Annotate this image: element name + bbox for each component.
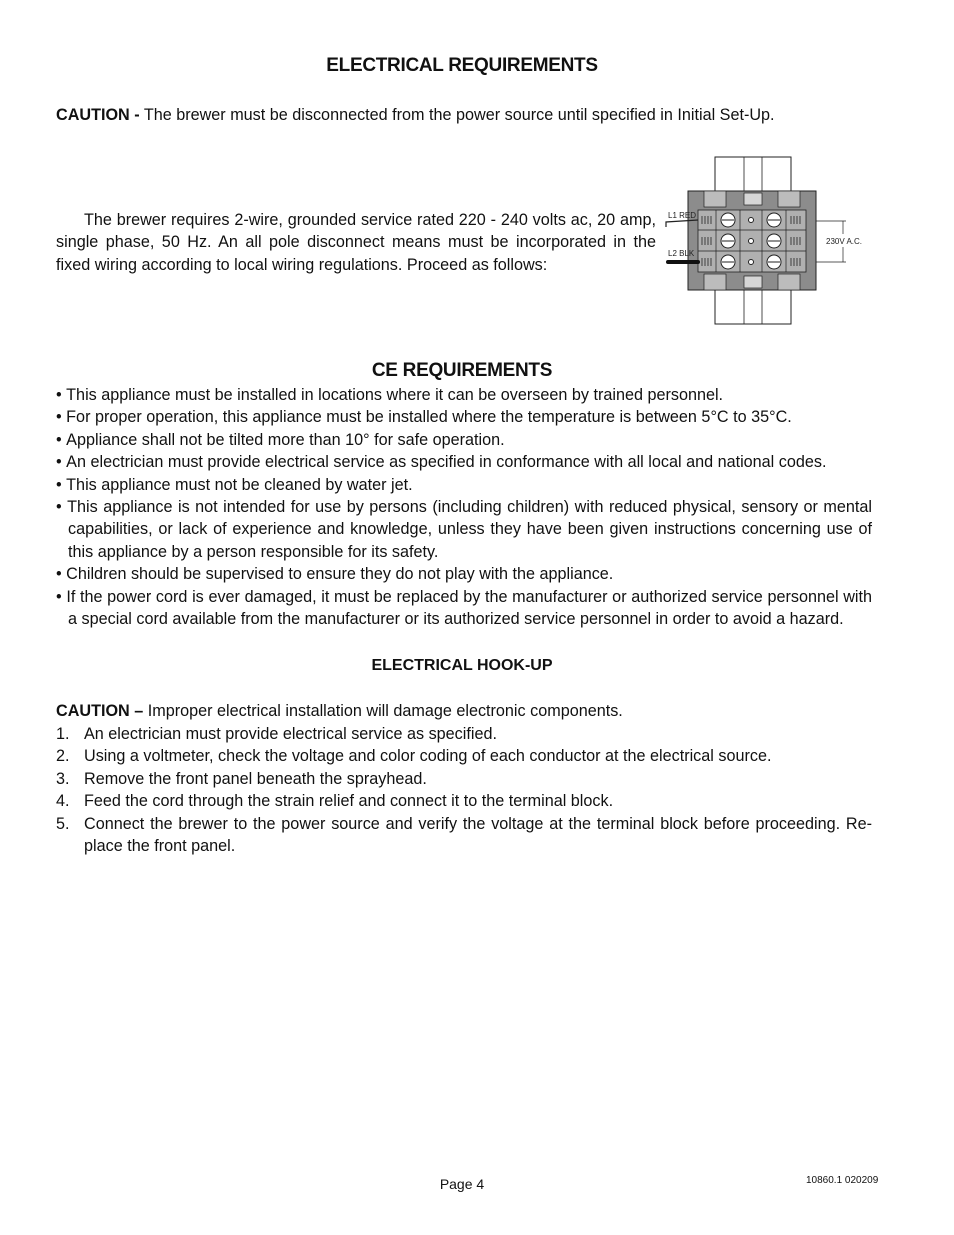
step-number: 3.: [56, 769, 70, 788]
caution-text: The brewer must be disconnected from the power source until specified in Initial Set-Up.: [139, 106, 775, 124]
list-item: [56, 723, 872, 745]
voltage-label: 230V A.C.: [826, 237, 863, 246]
caution-notice: [56, 104, 876, 126]
list-item: [56, 745, 872, 767]
electrical-hookup-heading: ELECTRICAL HOOK-UP: [371, 657, 553, 674]
hookup-steps-list: [56, 723, 872, 857]
list-item: • This appliance is not intended for use by persons (including children) with reduced physical, sensory or mental capabilities, or lack of experience and knowledge, unless they have been given instructions concerning use of this appliance by a person responsible for its safety.: [56, 496, 872, 563]
step-text: Connect the brewer to the power source and verify the voltage at the terminal block before proceeding. Re-place the front panel.: [84, 814, 872, 856]
screw-icon: [721, 213, 781, 269]
l1-label: L1 RED: [668, 211, 697, 220]
list-item: [56, 813, 872, 858]
step-text: An electrician must provide electrical service as specified.: [84, 725, 497, 743]
page-number: Page 4: [439, 1176, 485, 1192]
step-text: Using a voltmeter, check the voltage and color coding of each conductor at the electrical source.: [84, 747, 772, 766]
document-code: 10860.1 020209: [806, 1175, 879, 1186]
step-number: 5.: [56, 814, 70, 833]
list-item: [56, 790, 872, 812]
list-item: [56, 768, 872, 790]
list-item: • An electrician must provide electrical service as specified in conformance with all local and national codes.: [56, 451, 872, 473]
list-item: • If the power cord is ever damaged, it must be replaced by the manufacturer or authorized service personnel with a special cord available from the manufacturer or its authorized service personnel in order to avoid a hazard.: [56, 586, 872, 631]
step-text: Remove the front panel beneath the sprayhead.: [84, 769, 427, 788]
service-requirements-paragraph: The brewer requires 2-wire, grounded service rated 220 - 240 volts ac, 20 amp, single phase, 50 Hz. An all pole disconnect means must be incorporated in the fixed wiring according to local wiring regulations. Proceed as follows:: [56, 211, 656, 274]
caution-label: CAUTION –: [56, 702, 144, 720]
l2-label: L2 BLK: [668, 249, 695, 258]
list-item: • For proper operation, this appliance must be installed where the temperature is between 5°C to 35°C.: [56, 406, 872, 428]
caution-label: CAUTION -: [56, 106, 140, 124]
list-item: • This appliance must not be cleaned by water jet.: [56, 474, 872, 496]
ce-requirements-list: [56, 384, 872, 630]
list-item: • Children should be supervised to ensure they do not play with the appliance.: [56, 563, 872, 585]
list-item: • Appliance shall not be tilted more than 10° for safe operation.: [56, 429, 872, 451]
list-item: • This appliance must be installed in locations where it can be overseen by trained personnel.: [56, 384, 872, 406]
step-text: Feed the cord through the strain relief and connect it to the terminal block.: [84, 792, 614, 811]
caution-text: Improper electrical installation will damage electronic components.: [143, 702, 623, 720]
step-number: 4.: [56, 792, 70, 811]
terminal-block-diagram: [660, 155, 870, 327]
page-title: ELECTRICAL REQUIREMENTS: [326, 55, 598, 76]
step-number: 2.: [56, 747, 70, 766]
step-number: 1.: [56, 725, 70, 743]
ce-requirements-heading: CE REQUIREMENTS: [371, 360, 553, 381]
caution-notice-hookup: [56, 700, 876, 722]
